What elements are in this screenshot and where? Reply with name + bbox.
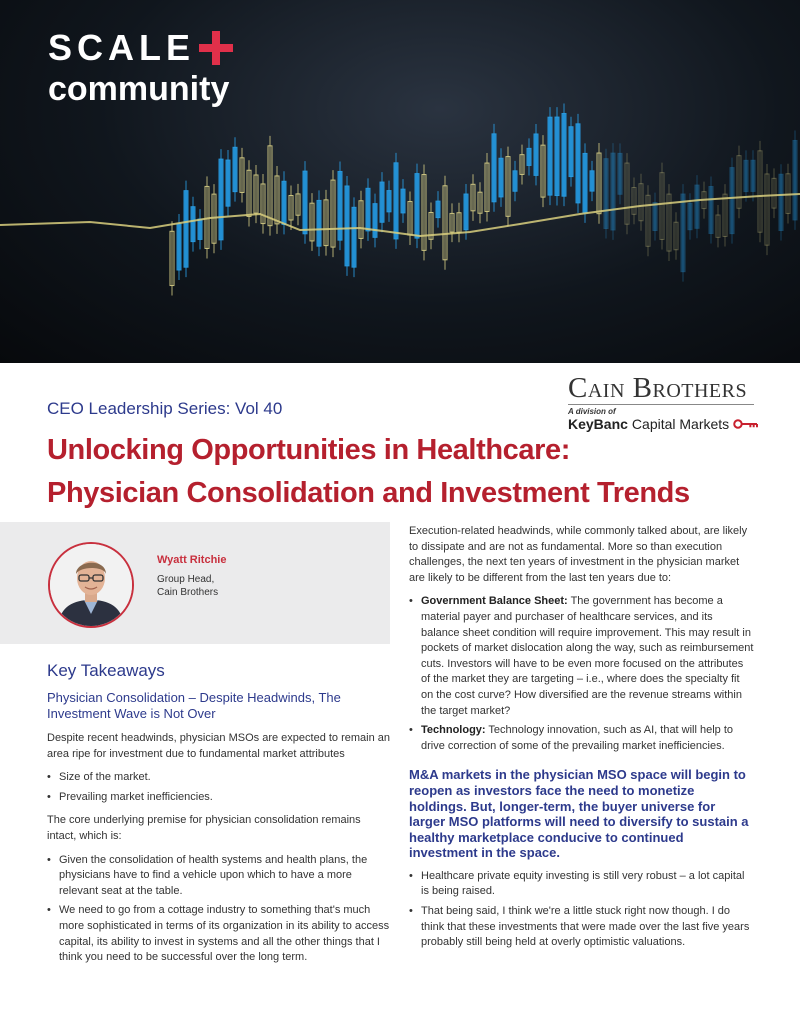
list-item: • Given the consolidation of health systems and health plans, the physicians have to find a vehicle upon which to have a more relevant seat at the table.	[47, 853, 392, 900]
headwinds-list	[409, 594, 754, 754]
author-role-line-2: Cain Brothers	[157, 587, 219, 598]
list-item: • Healthcare private equity investing is still very robust – a lot capital is being raised.	[409, 869, 754, 900]
ma-markets-callout: M&A markets in the physician MSO space will begin to reopen as investors face the need to monetize holdings. But, longer-term, the buyer universe for larger MSO platforms will need to diversify to sustain a healthy marketplace conducive to continued investment in the space.	[409, 767, 749, 861]
scale-community-logo	[48, 28, 233, 108]
brand-scale-text: SCALE	[48, 27, 196, 68]
bullet-label: Technology:	[421, 724, 486, 737]
series-label: CEO Leadership Series: Vol 40	[47, 399, 283, 418]
list-item: • That being said, I think we're a little stuck right now though. I do think that these investments that were made over the last five years probably still being held at overly optimistic valuations.	[409, 904, 754, 951]
logo-rule	[568, 404, 754, 405]
person-portrait-icon	[50, 544, 132, 626]
premise-list	[47, 853, 392, 966]
physician-consolidation-subheading: Physician Consolidation – Despite Headwinds, The Investment Wave is Not Over	[47, 690, 341, 721]
bullet-text: Technology innovation, such as AI, that will help to drive correction of some of the prevailing market inefficiencies.	[421, 724, 734, 752]
cain-brothers-logo	[568, 373, 758, 432]
list-item: • Size of the market.	[47, 770, 392, 786]
list-item	[409, 594, 754, 719]
key-takeaways-heading: Key Takeaways	[47, 661, 165, 680]
author-card	[0, 522, 390, 644]
author-role-line-1: Group Head,	[157, 574, 215, 585]
title-line-2: Physician Consolidation and Investment Trends	[47, 477, 690, 509]
title-line-1: Unlocking Opportunities in Healthcare:	[47, 434, 570, 466]
list-item	[409, 723, 754, 754]
list-item: • We need to go from a cottage industry to something that's much more sophisticated in terms of its organization in its ability to access capital, its ability to invest in systems and all the other things that I think you need to be successful over the long term.	[47, 903, 392, 965]
page-title	[47, 429, 690, 515]
plus-icon	[199, 31, 233, 65]
author-name: Wyatt Ritchie	[157, 554, 227, 566]
avatar	[48, 542, 134, 628]
right-column	[409, 524, 754, 959]
logo-name: Cain Brothers	[568, 372, 748, 404]
logo-division: A division of	[568, 407, 616, 416]
market-attributes-list	[47, 770, 392, 805]
private-equity-list	[409, 869, 754, 951]
left-column	[47, 660, 392, 974]
list-item: • Prevailing market inefficiencies.	[47, 790, 392, 806]
author-role	[157, 573, 277, 599]
bullet-label: Government Balance Sheet:	[421, 595, 568, 608]
left-intro-paragraph: Despite recent headwinds, physician MSOs are expected to remain an area ripe for investment due to fundamental market attributes	[47, 732, 391, 760]
right-intro-paragraph: Execution-related headwinds, while commonly talked about, are likely to dissipate and are not as fundamental. More so than execution challenges, the next ten years of investment in the physician market are likely to be different from the last ten years due to:	[409, 525, 748, 584]
key-icon	[733, 418, 758, 430]
bullet-text: The government has become a material payer and purchaser of healthcare services, and its balance sheet condition will require improvement. This may result in pockets of market dislocation along the way, such as reimbursement cuts. Investors will have to be even more focused on the attributes of the market they are targeting – i.e., where does the specialty fit on the cost curve? How diversified are the revenue streams within the target market?	[421, 595, 754, 717]
hero-banner	[0, 0, 800, 363]
logo-capital: Capital Markets	[631, 416, 730, 432]
premise-paragraph: The core underlying premise for physician consolidation remains intact, which is:	[47, 814, 361, 842]
logo-keybanc: KeyBanc	[568, 416, 628, 432]
brand-community-text: community	[48, 70, 230, 108]
